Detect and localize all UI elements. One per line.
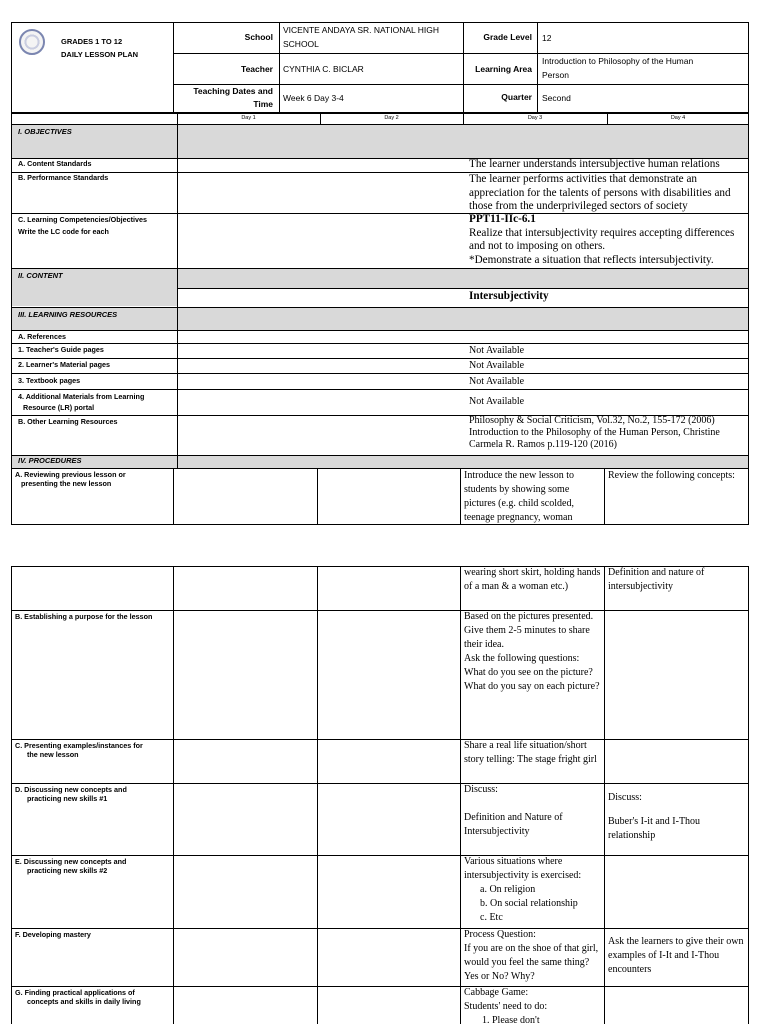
content-band-right: [177, 268, 748, 288]
deped-seal-icon: [19, 29, 45, 55]
school-value: VICENTE ANDAYA SR. NATIONAL HIGH SCHOOL: [283, 25, 440, 49]
learning-area-value: Introduction to Philosophy of the Human Person: [542, 56, 694, 80]
other-resources-label: B. Other Learning Resources: [18, 417, 118, 426]
lr-portal-label: 4. Additional Materials from Learning Resource (LR) portal: [18, 392, 145, 412]
procedure-b-day3: Based on the pictures presented. Give them 2-5 minutes to share their idea. Ask the following questions: What do you see on the picture? What do you say on each picture?: [464, 611, 600, 692]
learners-material-label: 2. Learner's Material pages: [18, 360, 110, 369]
procedure-b-label: B. Establishing a purpose for the lesson: [15, 612, 153, 621]
day-1-header: Day 1: [241, 115, 256, 121]
procedure-a-day4-continued: Definition and nature of intersubjectivity: [608, 567, 705, 592]
procedure-a-day4: Review the following concepts:: [608, 470, 735, 481]
grade-level-label: Grade Level: [483, 32, 532, 42]
resources-band: [12, 307, 748, 330]
references-label: A. References: [18, 332, 66, 341]
procedures-heading: IV. PROCEDURES: [18, 456, 82, 465]
competency-text: Realize that intersubjectivity requires accepting differences and not to imposing on others.: [469, 226, 735, 252]
textbook-value: Not Available: [469, 376, 525, 387]
quarter-label: Quarter: [501, 92, 532, 102]
learners-material-value: Not Available: [469, 360, 525, 371]
teaching-dates-label: Teaching Dates and Time: [193, 86, 273, 109]
procedure-g-day3: Cabbage Game: Students' need to do: 1. Please don't: [464, 987, 548, 1024]
school-label: School: [244, 32, 273, 42]
teachers-guide-label: 1. Teacher's Guide pages: [18, 345, 104, 354]
competency-text-2: *Demonstrate a situation that reflects intersubjectivity.: [469, 253, 714, 266]
teacher-label: Teacher: [241, 64, 273, 74]
procedure-d-day4: Discuss: Buber's I-it and I-Thou relationship: [608, 792, 701, 841]
procedure-a-label: A. Reviewing previous lesson or presenting the new lesson: [15, 470, 126, 488]
quarter-value: Second: [542, 93, 571, 103]
textbook-label: 3. Textbook pages: [18, 376, 81, 385]
procedure-c-day3: Share a real life situation/short story telling: The stage fright girl: [464, 740, 597, 765]
objectives-heading: I. OBJECTIVES: [18, 127, 72, 136]
procedure-g-label: G. Finding practical applications of concepts and skills in daily living: [15, 988, 141, 1006]
procedures-band: [12, 455, 748, 468]
procedure-e-label: E. Discussing new concepts and practicing new skills #2: [15, 857, 127, 875]
plan-title: GRADES 1 TO 12 DAILY LESSON PLAN: [61, 37, 139, 59]
content-value: Intersubjectivity: [469, 290, 549, 302]
procedure-d-label: D. Discussing new concepts and practicing new skills #1: [15, 785, 127, 803]
day-3-header: Day 3: [527, 115, 543, 121]
day-4-header: Day 4: [670, 115, 686, 121]
procedure-f-day3: Process Question: If you are on the shoe of that girl, would you feel the same thing? Yes or No? Why?: [464, 929, 599, 982]
performance-standards-value: The learner performs activities that demonstrate an appreciation for the talents of persons with disabilities and those from the underprivileged sectors of society: [469, 173, 731, 212]
grade-level-value: 12: [542, 33, 552, 43]
list-item: b. On social relationship: [480, 898, 578, 909]
teacher-value: CYNTHIA C. BICLAR: [283, 64, 364, 74]
objectives-band: [12, 124, 748, 158]
teachers-guide-value: Not Available: [469, 345, 525, 356]
list-item: a. On religion: [480, 884, 536, 895]
procedure-f-label: F. Developing mastery: [15, 930, 91, 939]
learning-area-label: Learning Area: [475, 64, 532, 74]
procedure-a-day3-continued: wearing short skirt, holding hands of a man & a woman etc.): [464, 567, 601, 592]
content-heading: II. CONTENT: [18, 271, 63, 280]
content-standards-value: The learner understands intersubjective human relations: [469, 158, 720, 170]
competencies-value: [469, 213, 751, 267]
list-item: c. Etc: [480, 912, 503, 923]
procedure-f-day4: Ask the learners to give their own examples of I-It and I-Thou encounters: [608, 936, 744, 975]
procedure-a-day3: Introduce the new lesson to students by showing some pictures (e.g. child scolded, teenage pregnancy, woman: [464, 470, 574, 523]
lc-code: PPT11-IIc-6.1: [469, 213, 536, 225]
competencies-label: C. Learning Competencies/Objectives Write the LC code for each: [18, 215, 148, 236]
content-standards-label: A. Content Standards: [18, 159, 92, 168]
procedure-c-label: C. Presenting examples/instances for the new lesson: [15, 741, 143, 759]
day-2-header: Day 2: [384, 115, 399, 121]
other-resources-value: Philosophy & Social Criticism, Vol.32, No.2, 155-172 (2006) Introduction to the Philosophy of the Human Person, Christine Carmela R. Ramos p.119-120 (2016): [469, 415, 720, 450]
resources-heading: III. LEARNING RESOURCES: [18, 310, 118, 319]
performance-standards-label: B. Performance Standards: [18, 173, 109, 182]
procedure-d-day3: Discuss: Definition and Nature of Intersubjectivity: [464, 784, 563, 837]
lr-portal-value: Not Available: [469, 396, 525, 407]
teaching-dates-value: Week 6 Day 3-4: [283, 93, 344, 103]
procedure-e-day3: Various situations where intersubjectivity is exercised: a. On religion b. On social relationship c. Etc: [464, 855, 602, 925]
